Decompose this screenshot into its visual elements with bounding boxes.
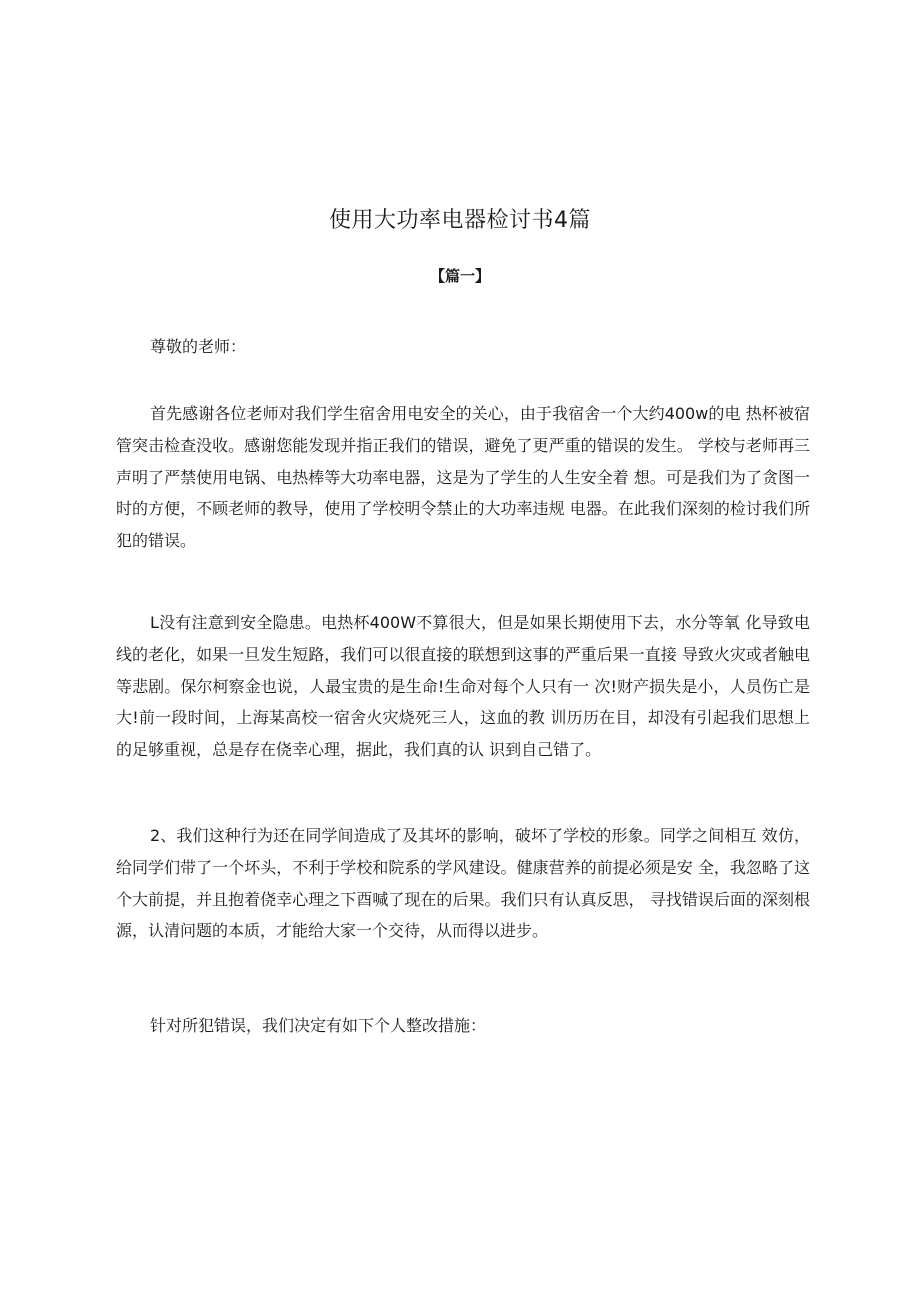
section-heading: 【篇一】 bbox=[429, 267, 490, 285]
paragraph-4: 针对所犯错误，我们决定有如下个人整改措施： bbox=[150, 1016, 487, 1035]
document-title: 使用大功率电器检讨书4篇 bbox=[329, 207, 591, 233]
paragraph-3: 2、我们这种行为还在同学间造成了及其坏的影响，破坏了学校的形象。同学之间相互 效仿，给同学们带了一个坏头，不利于学校和院系的学风建设。健康营养的前提必须是安 全，我忽略了这个大前提，并且抱着侥幸心理之下酉喊了现在的后果。我们只有认真反思， 寻找错误后面的深刻根源，认清问题的本质，才能给大家一个交待，从而得以进步。 bbox=[116, 826, 810, 941]
salutation: 尊敬的老师： bbox=[150, 337, 247, 356]
paragraph-2: L没有注意到安全隐患。电热杯400W不算很大，但是如果长期使用下去，水分等氧 化导致电线的老化，如果一旦发生短路，我们可以很直接的联想到这事的严重后果一直接 导致火灾或者触电等悲剧。保尔柯察金也说，人最宝贵的是生命!生命对每个人只有一 次!财产损失是小，人员伤亡是大!前一段时间，上海某高校一宿舍火灾烧死三人，这血的教 训历历在目，却没有引起我们思想上的足够重视，总是存在侥幸心理，据此，我们真的认 识到自己错了。 bbox=[116, 613, 810, 760]
paragraph-1: 首先感谢各位老师对我们学生宿舍用电安全的关心，由于我宿舍一个大约400w的电 热杯被宿管突击检查没收。感谢您能发现并指正我们的错误，避免了更严重的错误的发生。 学校与老师再三声明了严禁使用电锅、电热棒等大功率电器，这是为了学生的人生安全着 想。可是我们为了贪图一时的方便，不顾老师的教导，使用了学校明令禁止的大功率违规 电器。在此我们深刻的检讨我们所犯的错误。 bbox=[116, 404, 810, 551]
